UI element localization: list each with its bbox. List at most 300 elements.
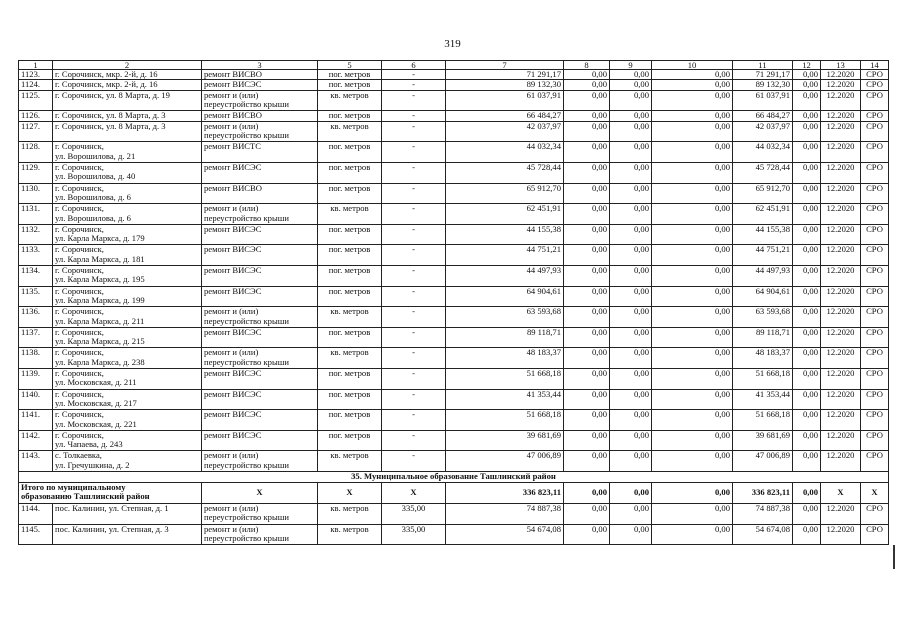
address-cell-line: г. Сорочинск, ул. 8 Марта, д. 3 (55, 110, 166, 121)
regional-funds-cell: 0,00 (610, 368, 652, 389)
table-row (19, 348, 889, 369)
quantity-cell: - (382, 389, 446, 410)
address-cell-line: ул. Московская, д. 217 (55, 397, 137, 408)
address-cell (53, 524, 202, 545)
other-funds-cell: 0,00 (793, 121, 821, 142)
work-type-cell-line: ремонт и (или) (204, 203, 259, 214)
federal-funds-cell: 0,00 (564, 224, 610, 245)
unit-cell: кв. метров (318, 348, 382, 369)
other-funds-cell: 0,00 (793, 307, 821, 328)
unit-cell: пог. метров (318, 265, 382, 286)
local-funds-cell: 0,00 (652, 204, 733, 225)
local-funds-cell: 0,00 (652, 70, 733, 80)
unit-cell: кв. метров (318, 204, 382, 225)
regional-funds-cell: 0,00 (610, 80, 652, 90)
federal-funds-cell: 0,00 (564, 111, 610, 121)
column-header-cell: 5 (318, 61, 382, 70)
completion-date-cell: 12.2020 (821, 348, 861, 369)
cost-total-cell: 51 668,18 (446, 368, 564, 389)
row-number: 1144. (19, 503, 53, 524)
completion-date-cell: 12.2020 (821, 163, 861, 184)
row-number: 1145. (19, 524, 53, 545)
cost-total-cell: 47 006,89 (446, 451, 564, 472)
federal-funds-cell: 0,00 (564, 524, 610, 545)
federal-funds-cell: 0,00 (564, 80, 610, 90)
work-type-cell (202, 286, 318, 307)
regional-funds-cell: 0,00 (610, 451, 652, 472)
completion-date-cell: 12.2020 (821, 80, 861, 90)
works-register-table (18, 60, 889, 545)
address-cell-line: г. Сорочинск, ул. 8 Марта, д. 19 (55, 90, 170, 100)
method-cell: СРО (861, 245, 889, 266)
work-type-cell-line: переустройство крыши (204, 130, 289, 141)
quantity-cell: - (382, 286, 446, 307)
work-type-cell (202, 327, 318, 348)
table-row (19, 451, 889, 472)
work-type-cell (202, 163, 318, 184)
work-type-cell (202, 121, 318, 142)
completion-date-cell: 12.2020 (821, 368, 861, 389)
work-type-cell-line: ремонт ВИСЭС (204, 409, 262, 420)
total-label (19, 482, 202, 503)
unit-cell: пог. метров (318, 70, 382, 80)
work-type-cell (202, 70, 318, 80)
address-cell-line: ул. Карла Маркса, д. 181 (55, 253, 145, 264)
column-number-header (19, 61, 889, 70)
address-cell-line: г. Сорочинск, (55, 430, 104, 440)
work-type-cell-line: ремонт ВИСЭС (204, 430, 262, 440)
address-cell (53, 286, 202, 307)
column-header-cell: 13 (821, 61, 861, 70)
method-cell: СРО (861, 224, 889, 245)
work-type-cell-line: ремонт ВИСЭС (204, 224, 262, 234)
work-type-cell (202, 183, 318, 204)
work-type-cell (202, 307, 318, 328)
local-funds-cell: 0,00 (652, 430, 733, 451)
address-cell (53, 389, 202, 410)
unit-cell: кв. метров (318, 90, 382, 111)
other-funds-cell: 0,00 (793, 503, 821, 524)
regional-funds-cell: 0,00 (610, 121, 652, 142)
total-c13: X (821, 482, 861, 503)
address-cell-line: г. Сорочинск, (55, 327, 104, 337)
regional-funds-cell: 0,00 (610, 503, 652, 524)
federal-funds-cell: 0,00 (564, 183, 610, 204)
work-type-cell-line: переустройство крыши (204, 315, 289, 326)
owner-funds-cell: 61 037,91 (733, 90, 793, 111)
work-type-cell (202, 142, 318, 163)
address-cell-line: ул. Ворошилова, д. 40 (55, 171, 136, 182)
federal-funds-cell: 0,00 (564, 389, 610, 410)
completion-date-cell: 12.2020 (821, 204, 861, 225)
unit-cell: пог. метров (318, 368, 382, 389)
regional-funds-cell: 0,00 (610, 142, 652, 163)
work-type-cell (202, 430, 318, 451)
federal-funds-cell: 0,00 (564, 307, 610, 328)
address-cell-line: ул. Ворошилова, д. 21 (55, 150, 136, 161)
row-number: 1134. (19, 265, 53, 286)
other-funds-cell: 0,00 (793, 204, 821, 225)
table-row (19, 307, 889, 328)
column-header-cell: 1 (19, 61, 53, 70)
quantity-cell: - (382, 368, 446, 389)
address-cell-line: г. Сорочинск, (55, 286, 104, 296)
address-cell-line: г. Сорочинск, (55, 368, 104, 378)
column-header-cell: 2 (53, 61, 202, 70)
regional-funds-cell: 0,00 (610, 389, 652, 410)
address-cell-line: г. Сорочинск, (55, 347, 104, 358)
unit-cell: пог. метров (318, 430, 382, 451)
regional-funds-cell: 0,00 (610, 327, 652, 348)
total-label-line: образованию Ташлинский район (21, 491, 150, 502)
method-cell: СРО (861, 90, 889, 111)
quantity-cell: - (382, 121, 446, 142)
work-type-cell-line: ремонт и (или) (204, 347, 259, 358)
unit-cell: пог. метров (318, 327, 382, 348)
work-type-cell-line: ремонт ВИСВО (204, 110, 262, 121)
method-cell: СРО (861, 410, 889, 431)
work-type-cell-line: ремонт и (или) (204, 450, 259, 461)
cost-total-cell: 41 353,44 (446, 389, 564, 410)
other-funds-cell: 0,00 (793, 430, 821, 451)
work-type-cell (202, 90, 318, 111)
owner-funds-cell: 71 291,17 (733, 70, 793, 80)
other-funds-cell: 0,00 (793, 451, 821, 472)
other-funds-cell: 0,00 (793, 70, 821, 80)
owner-funds-cell: 41 353,44 (733, 389, 793, 410)
method-cell: СРО (861, 503, 889, 524)
table-row (19, 111, 889, 121)
column-header-cell: 8 (564, 61, 610, 70)
quantity-cell: - (382, 451, 446, 472)
completion-date-cell: 12.2020 (821, 183, 861, 204)
cost-total-cell: 89 118,71 (446, 327, 564, 348)
column-header-cell: 3 (202, 61, 318, 70)
address-cell-line: ул. Ворошилова, д. 6 (55, 212, 131, 223)
work-type-cell-line: ремонт ВИСЭС (204, 79, 262, 90)
column-header-cell: 6 (382, 61, 446, 70)
address-cell-line: ул. Карла Маркса, д. 238 (55, 356, 145, 367)
owner-funds-cell: 51 668,18 (733, 368, 793, 389)
row-number: 1140. (19, 389, 53, 410)
table-row (19, 142, 889, 163)
total-label-line: Итого по муниципальному (21, 482, 126, 492)
local-funds-cell: 0,00 (652, 111, 733, 121)
quantity-cell: - (382, 224, 446, 245)
unit-cell: пог. метров (318, 163, 382, 184)
cost-total-cell: 39 681,69 (446, 430, 564, 451)
scan-artifact (893, 545, 895, 569)
federal-funds-cell: 0,00 (564, 204, 610, 225)
work-type-cell (202, 224, 318, 245)
method-cell: СРО (861, 389, 889, 410)
address-cell-line: г. Сорочинск, (55, 409, 104, 420)
federal-funds-cell: 0,00 (564, 503, 610, 524)
regional-funds-cell: 0,00 (610, 245, 652, 266)
completion-date-cell: 12.2020 (821, 410, 861, 431)
address-cell (53, 70, 202, 80)
regional-funds-cell: 0,00 (610, 204, 652, 225)
other-funds-cell: 0,00 (793, 389, 821, 410)
cost-total-cell: 65 912,70 (446, 183, 564, 204)
address-cell (53, 451, 202, 472)
row-number: 1130. (19, 183, 53, 204)
table-row (19, 204, 889, 225)
cost-total-cell: 48 183,37 (446, 348, 564, 369)
total-work: X (202, 482, 318, 503)
address-cell (53, 430, 202, 451)
work-type-cell-line: ремонт ВИСЭС (204, 244, 262, 255)
owner-funds-cell: 39 681,69 (733, 430, 793, 451)
method-cell: СРО (861, 163, 889, 184)
completion-date-cell: 12.2020 (821, 389, 861, 410)
local-funds-cell: 0,00 (652, 503, 733, 524)
cost-total-cell: 44 155,38 (446, 224, 564, 245)
section-heading-row (19, 471, 889, 482)
quantity-cell: - (382, 410, 446, 431)
table-row (19, 245, 889, 266)
completion-date-cell: 12.2020 (821, 286, 861, 307)
address-cell (53, 142, 202, 163)
other-funds-cell: 0,00 (793, 245, 821, 266)
address-cell-line: ул. Гречушкина, д. 2 (55, 459, 130, 470)
quantity-cell: - (382, 90, 446, 111)
column-header-cell: 11 (733, 61, 793, 70)
federal-funds-cell: 0,00 (564, 348, 610, 369)
work-type-cell (202, 245, 318, 266)
regional-funds-cell: 0,00 (610, 348, 652, 369)
owner-funds-cell: 54 674,08 (733, 524, 793, 545)
work-type-cell-line: переустройство крыши (204, 459, 289, 470)
completion-date-cell: 12.2020 (821, 451, 861, 472)
table-row (19, 503, 889, 524)
work-type-cell-line: ремонт ВИСЭС (204, 265, 262, 275)
owner-funds-cell: 48 183,37 (733, 348, 793, 369)
quantity-cell: 335,00 (382, 524, 446, 545)
method-cell: СРО (861, 524, 889, 545)
work-type-cell-line: ремонт ВИСЭС (204, 286, 262, 296)
local-funds-cell: 0,00 (652, 245, 733, 266)
local-funds-cell: 0,00 (652, 307, 733, 328)
total-c9: 0,00 (610, 482, 652, 503)
address-cell-line: ул. Чапаева, д. 243 (55, 439, 123, 450)
work-type-cell-line: ремонт и (или) (204, 90, 259, 100)
column-header-cell: 14 (861, 61, 889, 70)
owner-funds-cell: 64 904,61 (733, 286, 793, 307)
address-cell-line: ул. Карла Маркса, д. 215 (55, 336, 145, 347)
quantity-cell: - (382, 111, 446, 121)
completion-date-cell: 12.2020 (821, 430, 861, 451)
local-funds-cell: 0,00 (652, 389, 733, 410)
total-c11: 336 823,11 (733, 482, 793, 503)
work-type-cell (202, 368, 318, 389)
work-type-cell-line: ремонт ВИСВО (204, 183, 262, 193)
address-cell-line: ул. Ворошилова, д. 6 (55, 192, 131, 202)
row-number: 1135. (19, 286, 53, 307)
total-c8: 0,00 (564, 482, 610, 503)
row-number: 1143. (19, 451, 53, 472)
work-type-cell-line: ремонт ВИСТС (204, 141, 262, 152)
unit-cell: кв. метров (318, 451, 382, 472)
cost-total-cell: 61 037,91 (446, 90, 564, 111)
quantity-cell: - (382, 430, 446, 451)
federal-funds-cell: 0,00 (564, 163, 610, 184)
work-type-cell-line: ремонт ВИСЭС (204, 327, 262, 337)
other-funds-cell: 0,00 (793, 183, 821, 204)
table-row (19, 389, 889, 410)
address-cell-line: г. Сорочинск, (55, 224, 104, 234)
method-cell: СРО (861, 204, 889, 225)
federal-funds-cell: 0,00 (564, 451, 610, 472)
local-funds-cell: 0,00 (652, 183, 733, 204)
address-cell-line: г. Сорочинск, (55, 162, 104, 172)
work-type-cell-line: ремонт ВИСЭС (204, 368, 262, 378)
column-header-cell: 12 (793, 61, 821, 70)
total-qty: X (382, 482, 446, 503)
row-number: 1129. (19, 163, 53, 184)
column-header-cell: 10 (652, 61, 733, 70)
address-cell-line: пос. Калинин, ул. Степная, д. 1 (55, 503, 169, 513)
other-funds-cell: 0,00 (793, 224, 821, 245)
table-row (19, 265, 889, 286)
row-number: 1139. (19, 368, 53, 389)
work-type-cell-line: переустройство крыши (204, 99, 289, 110)
work-type-cell-line: переустройство крыши (204, 512, 289, 523)
regional-funds-cell: 0,00 (610, 410, 652, 431)
address-cell (53, 90, 202, 111)
work-type-cell-line: ремонт ВИСЭС (204, 162, 262, 172)
owner-funds-cell: 44 155,38 (733, 224, 793, 245)
table-row (19, 286, 889, 307)
total-unit: X (318, 482, 382, 503)
address-cell-line: ул. Карла Маркса, д. 195 (55, 274, 145, 285)
row-number: 1127. (19, 121, 53, 142)
method-cell: СРО (861, 327, 889, 348)
address-cell-line: пос. Калинин, ул. Степная, д. 3 (55, 524, 169, 534)
address-cell (53, 327, 202, 348)
unit-cell: пог. метров (318, 245, 382, 266)
local-funds-cell: 0,00 (652, 163, 733, 184)
row-number: 1132. (19, 224, 53, 245)
regional-funds-cell: 0,00 (610, 183, 652, 204)
address-cell-line: г. Сорочинск, (55, 306, 104, 317)
row-number: 1133. (19, 245, 53, 266)
regional-funds-cell: 0,00 (610, 163, 652, 184)
unit-cell: пог. метров (318, 286, 382, 307)
federal-funds-cell: 0,00 (564, 70, 610, 80)
other-funds-cell: 0,00 (793, 163, 821, 184)
work-type-cell (202, 111, 318, 121)
quantity-cell: - (382, 265, 446, 286)
cost-total-cell: 74 887,38 (446, 503, 564, 524)
quantity-cell: 335,00 (382, 503, 446, 524)
address-cell (53, 368, 202, 389)
other-funds-cell: 0,00 (793, 327, 821, 348)
completion-date-cell: 12.2020 (821, 142, 861, 163)
address-cell (53, 348, 202, 369)
owner-funds-cell: 44 751,21 (733, 245, 793, 266)
other-funds-cell: 0,00 (793, 410, 821, 431)
regional-funds-cell: 0,00 (610, 70, 652, 80)
local-funds-cell: 0,00 (652, 524, 733, 545)
local-funds-cell: 0,00 (652, 286, 733, 307)
unit-cell: пог. метров (318, 111, 382, 121)
completion-date-cell: 12.2020 (821, 327, 861, 348)
work-type-cell (202, 389, 318, 410)
regional-funds-cell: 0,00 (610, 286, 652, 307)
owner-funds-cell: 51 668,18 (733, 410, 793, 431)
address-cell (53, 245, 202, 266)
owner-funds-cell: 62 451,91 (733, 204, 793, 225)
method-cell: СРО (861, 430, 889, 451)
owner-funds-cell: 66 484,27 (733, 111, 793, 121)
address-cell-line: г. Сорочинск, (55, 265, 104, 275)
completion-date-cell: 12.2020 (821, 90, 861, 111)
owner-funds-cell: 74 887,38 (733, 503, 793, 524)
federal-funds-cell: 0,00 (564, 265, 610, 286)
cost-total-cell: 64 904,61 (446, 286, 564, 307)
regional-funds-cell: 0,00 (610, 430, 652, 451)
row-number: 1141. (19, 410, 53, 431)
regional-funds-cell: 0,00 (610, 224, 652, 245)
address-cell-line: ул. Московская, д. 221 (55, 418, 137, 429)
table-row (19, 410, 889, 431)
federal-funds-cell: 0,00 (564, 286, 610, 307)
work-type-cell-line: ремонт и (или) (204, 524, 259, 534)
unit-cell: пог. метров (318, 142, 382, 163)
quantity-cell: - (382, 348, 446, 369)
unit-cell: кв. метров (318, 307, 382, 328)
quantity-cell: - (382, 163, 446, 184)
row-number: 1136. (19, 307, 53, 328)
federal-funds-cell: 0,00 (564, 327, 610, 348)
owner-funds-cell: 45 728,44 (733, 163, 793, 184)
completion-date-cell: 12.2020 (821, 111, 861, 121)
row-number: 1137. (19, 327, 53, 348)
method-cell: СРО (861, 183, 889, 204)
row-number: 1124. (19, 80, 53, 90)
total-c7: 336 823,11 (446, 482, 564, 503)
cost-total-cell: 51 668,18 (446, 410, 564, 431)
row-number: 1123. (19, 70, 53, 80)
quantity-cell: - (382, 204, 446, 225)
owner-funds-cell: 89 132,30 (733, 80, 793, 90)
address-cell-line: г. Сорочинск, ул. 8 Марта, д. 3 (55, 121, 166, 131)
address-cell (53, 410, 202, 431)
completion-date-cell: 12.2020 (821, 503, 861, 524)
table-row (19, 224, 889, 245)
cost-total-cell: 44 497,93 (446, 265, 564, 286)
work-type-cell (202, 410, 318, 431)
address-cell-line: г. Сорочинск, (55, 203, 104, 214)
total-c10: 0,00 (652, 482, 733, 503)
method-cell: СРО (861, 348, 889, 369)
method-cell: СРО (861, 111, 889, 121)
table-row (19, 70, 889, 80)
federal-funds-cell: 0,00 (564, 90, 610, 111)
work-type-cell-line: ремонт и (или) (204, 503, 259, 513)
regional-funds-cell: 0,00 (610, 307, 652, 328)
work-type-cell (202, 265, 318, 286)
cost-total-cell: 42 037,97 (446, 121, 564, 142)
other-funds-cell: 0,00 (793, 368, 821, 389)
cost-total-cell: 63 593,68 (446, 307, 564, 328)
other-funds-cell: 0,00 (793, 348, 821, 369)
address-cell (53, 163, 202, 184)
cost-total-cell: 89 132,30 (446, 80, 564, 90)
method-cell: СРО (861, 70, 889, 80)
local-funds-cell: 0,00 (652, 80, 733, 90)
